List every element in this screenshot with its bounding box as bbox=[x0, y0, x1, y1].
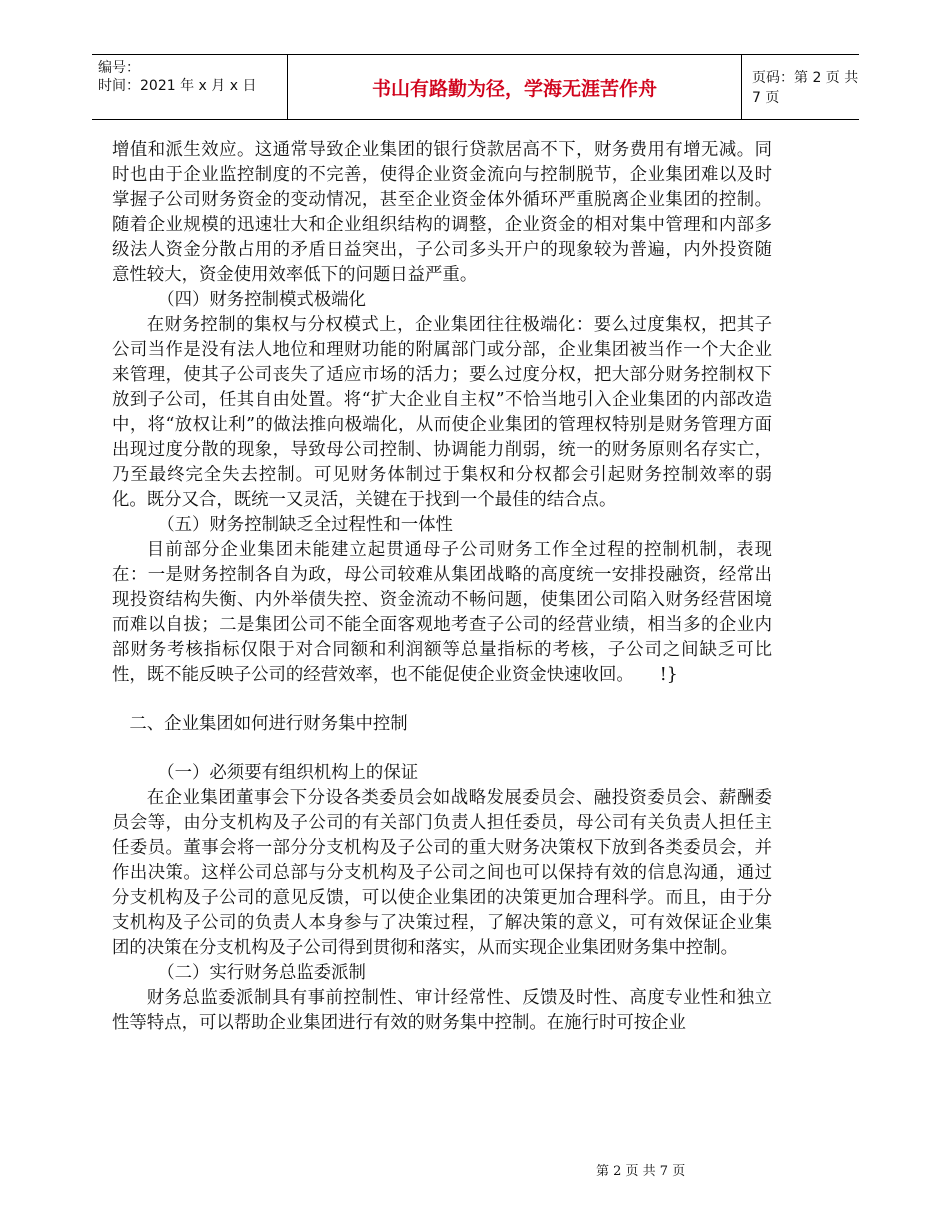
header-code-label: 编号： bbox=[98, 60, 140, 76]
section-heading-1: （一）必须要有组织机构上的保证 bbox=[157, 763, 419, 783]
chapter-heading-2: 二、企业集团如何进行财务集中控制 bbox=[129, 714, 408, 734]
paragraph-1: 增值和派生效应。这通常导致企业集团的银行贷款居高不下，财务费用有增无减。同时也由于企业监控制度的不完善，使得企业资金流向与控制脱节，企业集团难以及时掌握子公司财务资金的变动情况，甚至企业资金体外循环严重脱离企业集团的控制。随着企业规模的迅速壮大和企业组织结构的调整，企业资金的相对集中管理和内部多级法人资金分散占用的矛盾日益突出，子公司多头开户的现象较为普遍，内外投资随意性较大，资金使用效率低下的问题日益严重。 bbox=[112, 140, 772, 285]
paragraph-5: 财务总监委派制具有事前控制性、审计经常性、反馈及时性、高度专业性和独立性等特点，可以帮助企业集团进行有效的财务集中控制。在施行时可按企业 bbox=[112, 988, 772, 1033]
header-motto: 书山有路勤为径，学海无涯苦作舟 bbox=[287, 55, 742, 119]
header-meta bbox=[92, 55, 287, 119]
header-time-label: 时间：2021 年 x 月 x 日 bbox=[98, 78, 257, 94]
paragraph-3: 目前部分企业集团未能建立起贯通母子公司财务工作全过程的控制机制，表现在：一是财务控制各自为政，母公司较难从集团战略的高度统一安排投融资，经常出现投资结构失衡、内外举债失控、资金流动不畅问题，使集团公司陷入财务经营困境而难以自拔；二是集团公司不能全面客观地考查子公司的经营业绩，相当多的企业内部财务考核指标仅限于对合同额和利润额等总量指标的考核，子公司之间缺乏可比性，既不能反映子公司的经营效率，也不能促使企业资金快速收回。 !} bbox=[112, 540, 772, 685]
section-heading-4: （四）财务控制模式极端化 bbox=[157, 290, 366, 310]
paragraph-4: 在企业集团董事会下分设各类委员会如战略发展委员会、融投资委员会、薪酬委员会等，由分支机构及子公司的有关部门负责人担任委员，母公司有关负责人担任主任委员。董事会将一部分分支机构及子公司的重大财务决策权下放到各类委员会，并作出决策。这样公司总部与分支机构及子公司之间也可以保持有效的信息沟通，通过分支机构及子公司的意见反馈，可以使企业集团的决策更加合理科学。而且，由于分支机构及子公司的负责人本身参与了决策过程，了解决策的意义，可有效保证企业集团的决策在分支机构及子公司得到贯彻和落实，从而实现企业集团财务集中控制。 bbox=[112, 788, 772, 958]
header-page-label: 页码：第 2 页 共 7 页 bbox=[752, 70, 859, 106]
document-body bbox=[112, 138, 772, 1036]
footer-page-number: 第 2 页 共 7 页 bbox=[596, 1164, 686, 1179]
section-heading-2: （二）实行财务总监委派制 bbox=[157, 963, 366, 983]
paragraph-2: 在财务控制的集权与分权模式上，企业集团往往极端化：要么过度集权，把其子公司当作是没有法人地位和理财功能的附属部门或分部，企业集团被当作一个大企业来管理，使其子公司丧失了适应市场的活力；要么过度分权，把大部分财务控制权下放到子公司，任其自由处置。将“扩大企业自主权”不恰当地引入企业集团的内部改造中，将“放权让利”的做法推向极端化，从而使企业集团的管理权特别是财务管理方面出现过度分散的现象，导致母公司控制、协调能力削弱，统一的财务原则名存实亡，乃至最终完全失去控制。可见财务体制过于集权和分权都会引起财务控制效率的弱化。既分又合，既统一又灵活，关键在于找到一个最佳的结合点。 bbox=[112, 315, 772, 510]
page-header bbox=[92, 54, 859, 120]
section-heading-5: （五）财务控制缺乏全过程性和一体性 bbox=[157, 515, 453, 535]
